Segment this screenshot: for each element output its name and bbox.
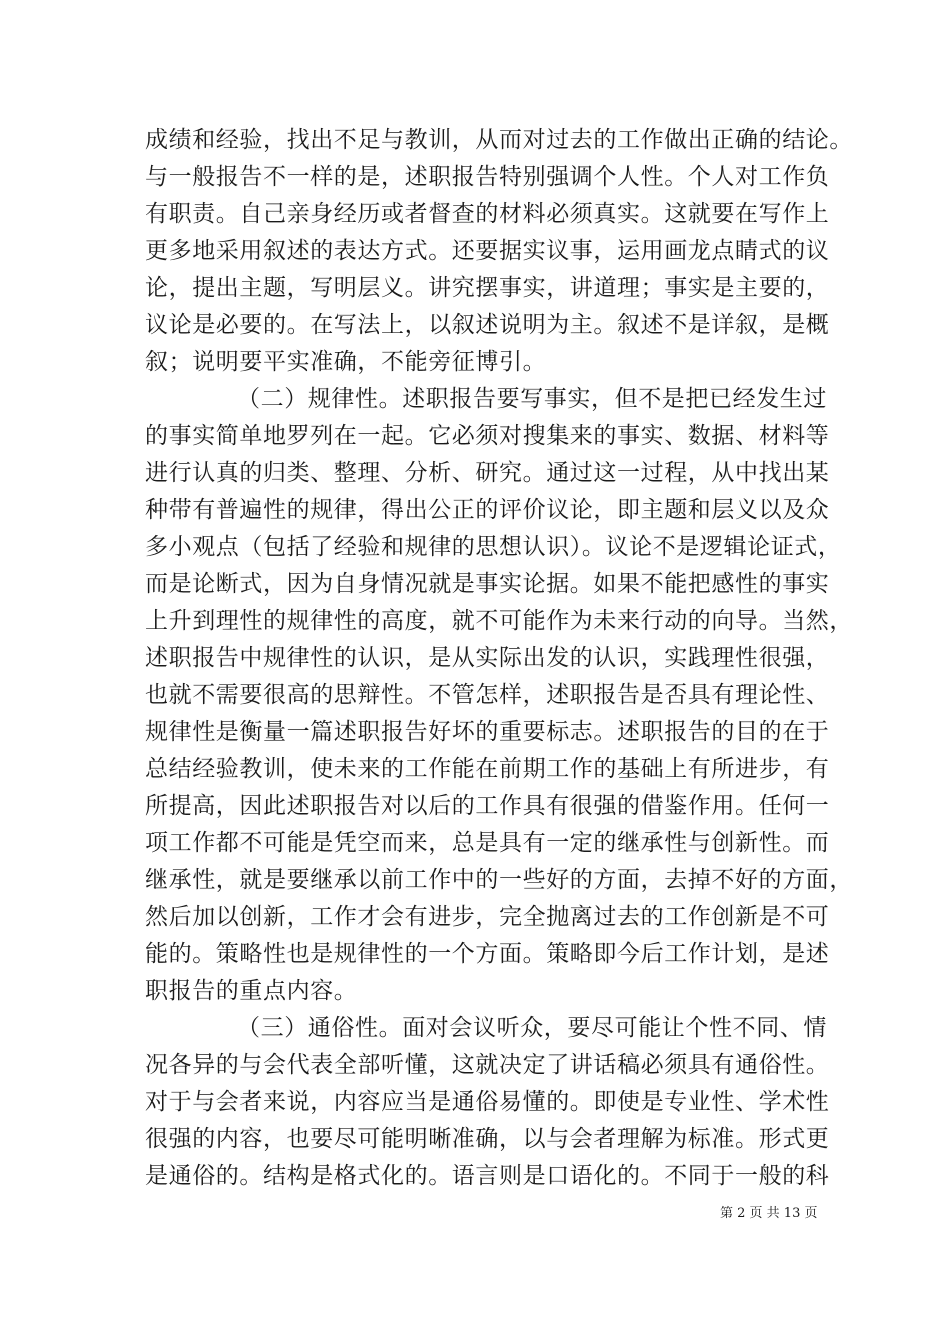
text-line: 职报告的重点内容。 [145,978,358,1004]
text-line: 也就不需要很高的思辩性。不管怎样，述职报告是否具有理论性、 [145,682,830,708]
text-line: 的事实简单地罗列在一起。它必须对搜集来的事实、数据、材料等 [145,423,830,449]
text-line: 然后加以创新，工作才会有进步，完全抛离过去的工作创新是不可 [145,904,830,930]
text-line: 进行认真的归类、整理、分析、研究。通过这一过程，从中找出某 [145,460,830,486]
text-line: 很强的内容，也要尽可能明晰准确，以与会者理解为标准。形式更 [145,1126,830,1152]
text-line: 所提高，因此述职报告对以后的工作具有很强的借鉴作用。任何一 [145,793,830,819]
paragraph-heading-3: （三）通俗性。面对会议听众，要尽可能让个性不同、情 [237,1015,827,1041]
text-line: 对于与会者来说，内容应当是通俗易懂的。即使是专业性、学术性 [145,1089,830,1115]
text-line: 规律性是衡量一篇述职报告好坏的重要标志。述职报告的目的在于 [145,719,830,745]
text-line: 多小观点（包括了经验和规律的思想认识）。议论不是逻辑论证式， [145,534,842,560]
page-number-footer: 第 2 页 共 13 页 [720,1206,818,1221]
text-line: 种带有普遍性的规律，得出公正的评价议论，即主题和层义以及众 [145,497,830,523]
text-line: 论，提出主题，写明层义。讲究摆事实，讲道理；事实是主要的， [145,275,830,301]
text-line: 述职报告中规律性的认识，是从实际出发的认识，实践理性很强， [145,645,830,671]
text-line: 上升到理性的规律性的高度，就不可能作为未来行动的向导。当然， [145,608,853,634]
text-line: 有职责。自己亲身经历或者督查的材料必须真实。这就要在写作上 [145,201,830,227]
text-line: 总结经验教训，使未来的工作能在前期工作的基础上有所进步，有 [145,756,830,782]
text-line: 能的。策略性也是规律性的一个方面。策略即今后工作计划，是述 [145,941,830,967]
text-line: 议论是必要的。在写法上，以叙述说明为主。叙述不是详叙，是概 [145,312,830,338]
text-line: 与一般报告不一样的是，述职报告特别强调个人性。个人对工作负 [145,164,830,190]
text-line: 项工作都不可能是凭空而来，总是具有一定的继承性与创新性。而 [145,830,830,856]
paragraph-heading-2: （二）规律性。述职报告要写事实，但不是把已经发生过 [237,386,827,412]
text-line: 更多地采用叙述的表达方式。还要据实议事，运用画龙点睛式的议 [145,238,830,264]
text-line: 成绩和经验，找出不足与教训，从而对过去的工作做出正确的结论。 [145,127,853,153]
text-line: 况各异的与会代表全部听懂，这就决定了讲话稿必须具有通俗性。 [145,1052,830,1078]
text-line: 而是论断式，因为自身情况就是事实论据。如果不能把感性的事实 [145,571,830,597]
text-line: 是通俗的。结构是格式化的。语言则是口语化的。不同于一般的科 [145,1163,830,1189]
text-line: 继承性，就是要继承以前工作中的一些好的方面，去掉不好的方面， [145,867,853,893]
text-line: 叙；说明要平实准确，不能旁征博引。 [145,349,547,375]
